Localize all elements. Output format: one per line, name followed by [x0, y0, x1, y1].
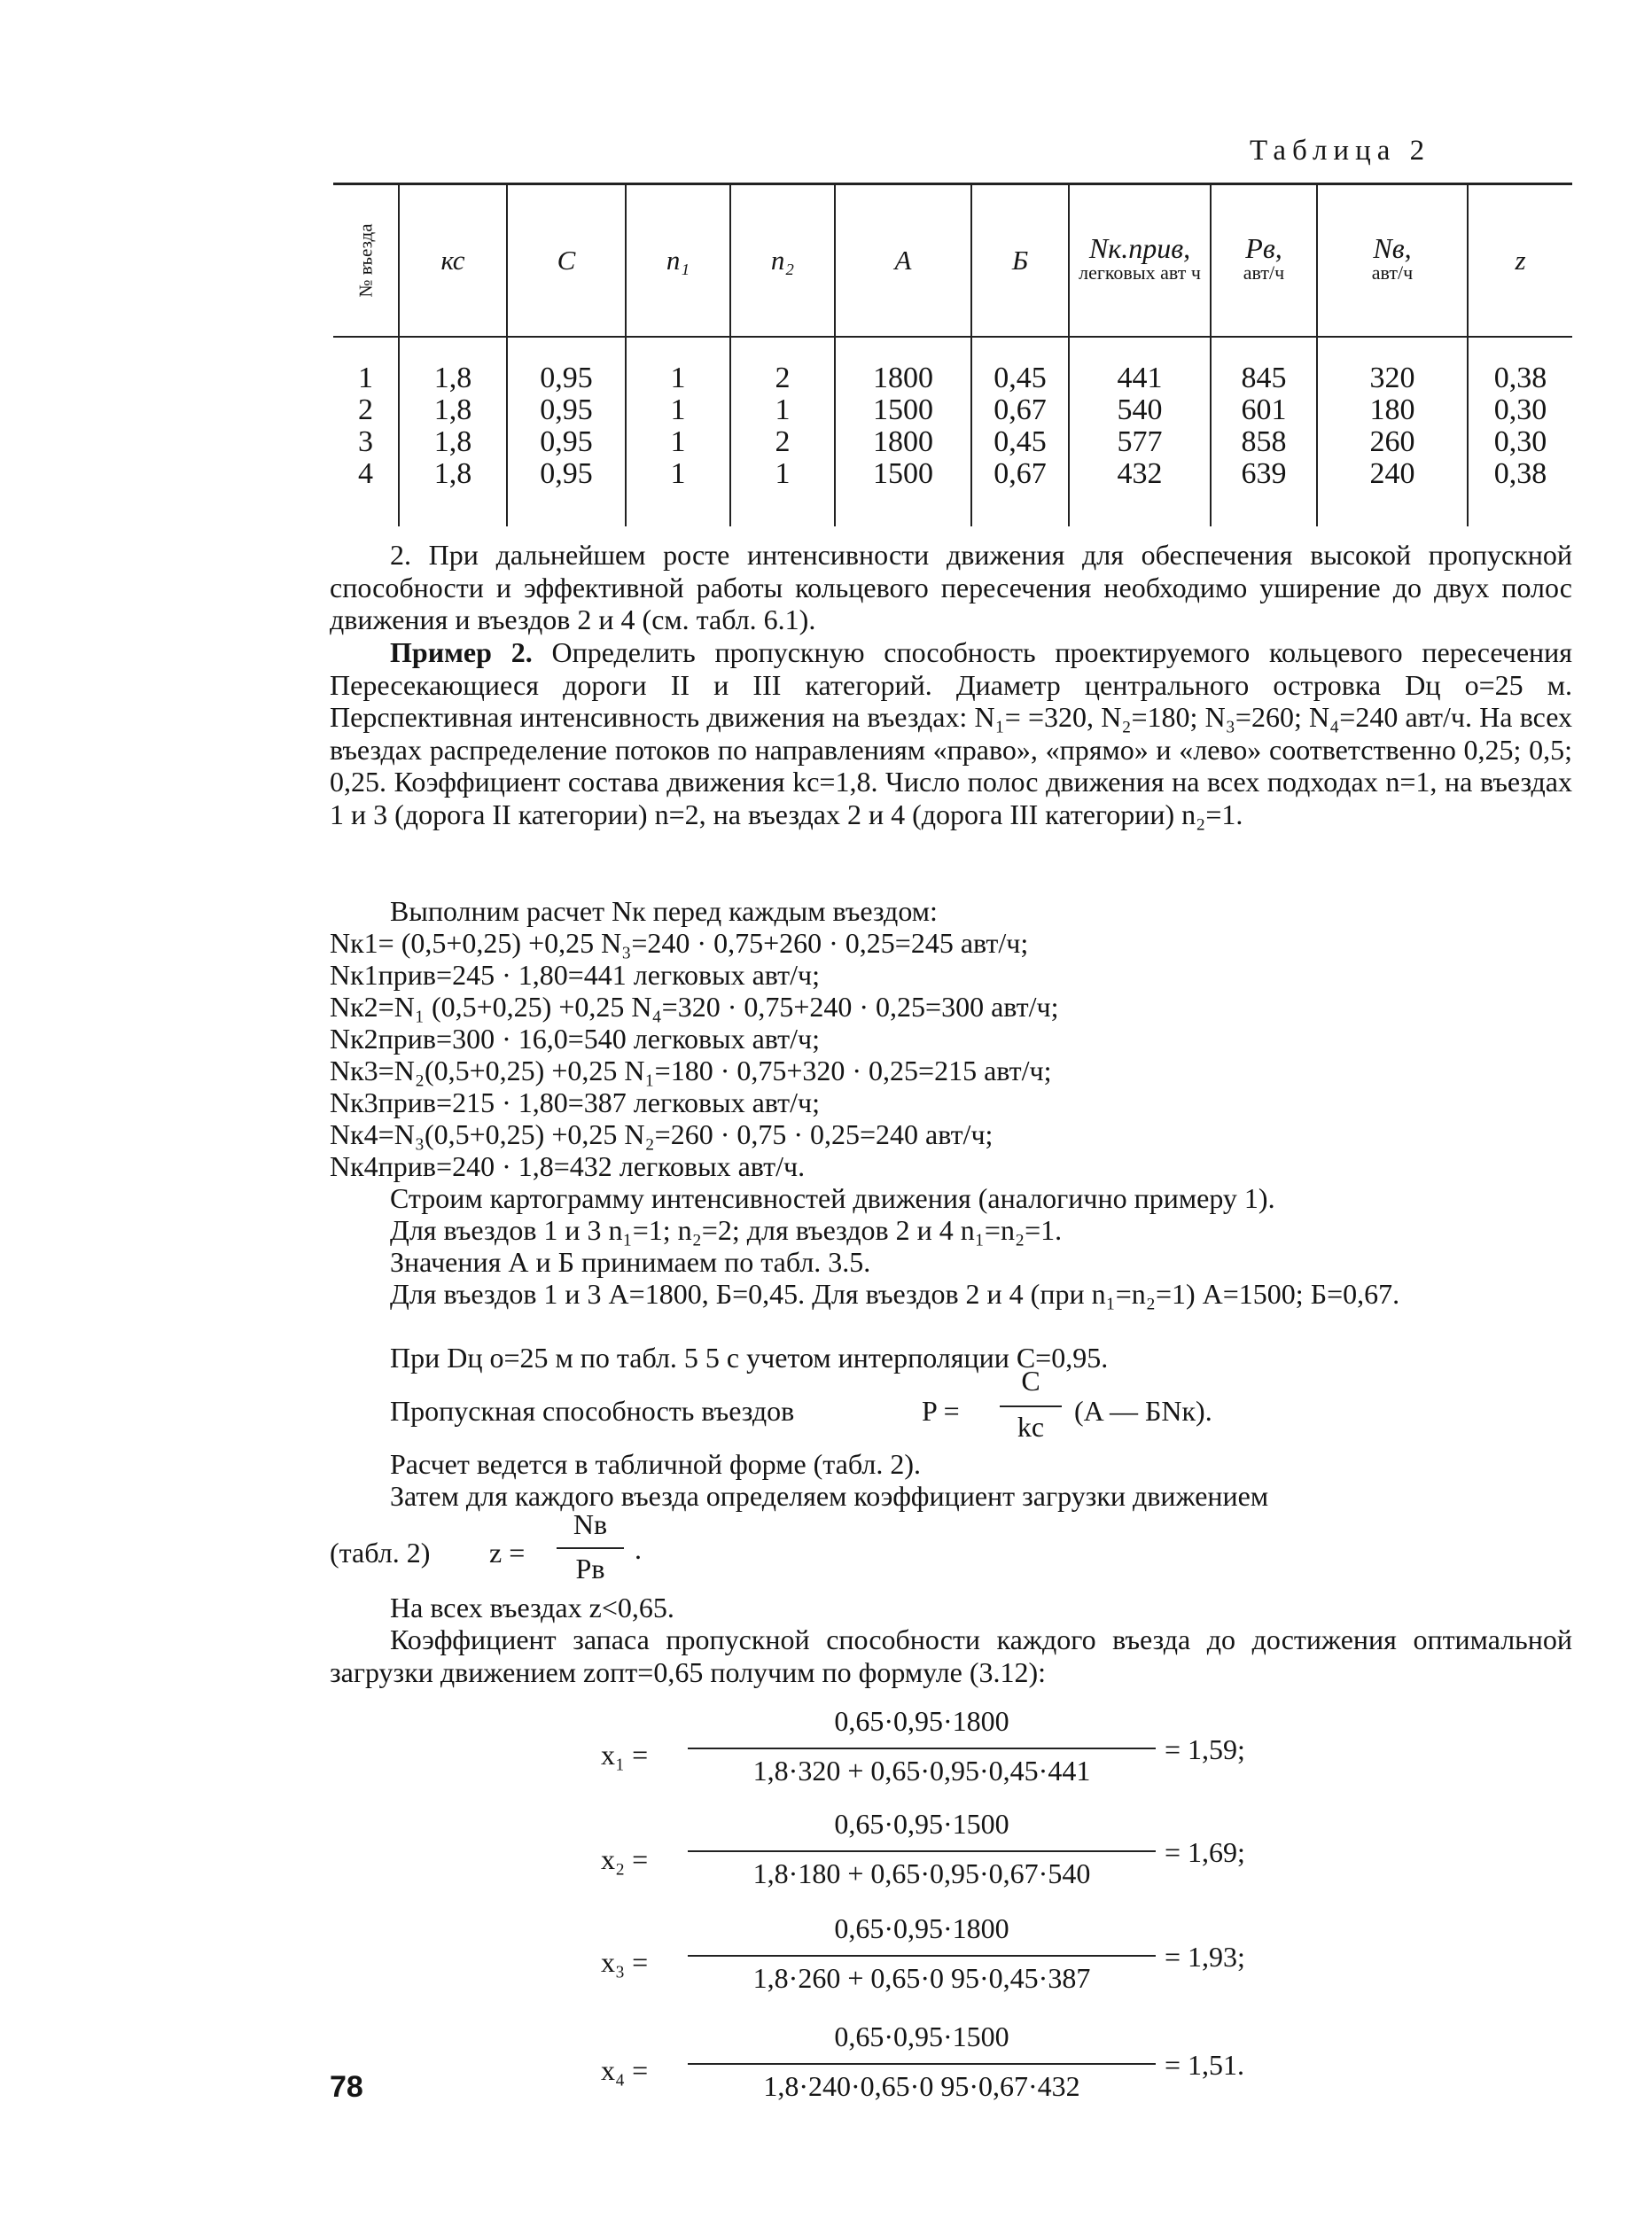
formula-numerator: 0,65·0,95·1500: [834, 2020, 1009, 2052]
table-column: 320 180 260 240: [1317, 337, 1468, 527]
table-column: 1,8 1,8 1,8 1,8: [399, 337, 507, 527]
load-tail: .: [635, 1533, 642, 1565]
capacity-numerator: C: [1021, 1365, 1040, 1397]
table-column: 0,45 0,67 0,45 0,67: [971, 337, 1069, 527]
calc-line: Nк4прив=240 · 1,8=432 легковых авт/ч.: [330, 1150, 806, 1182]
formula-lhs: x₄ =: [601, 2054, 649, 2086]
table-header-row: [333, 184, 1572, 337]
table-column: 845 601 858 639: [1211, 337, 1317, 527]
example-label: Пример 2.: [390, 636, 533, 668]
table-column: 1800 1500 1800 1500: [835, 337, 971, 527]
text-line: Для въездов 1 и 3 n₁=1; n₂=2; для въездов 2 и 4 n₁=n₂=1.: [390, 1214, 1063, 1246]
formula-result: = 1,69;: [1165, 1836, 1245, 1868]
calc-line: Nк2прив=300 · 16,0=540 легковых авт/ч;: [330, 1023, 820, 1055]
formula-lhs: x₃ =: [601, 1946, 649, 1978]
calc-line: Nк3прив=215 · 1,80=387 легковых авт/ч;: [330, 1086, 820, 1118]
paragraph-example-2: [330, 636, 1572, 830]
text-line: Значения А и Б принимаем по табл. 3.5.: [390, 1246, 871, 1278]
fraction-bar: [688, 1955, 1156, 1957]
text-line: Расчет ведется в табличной форме (табл. 2).: [390, 1448, 921, 1480]
table-body-row: [333, 337, 1572, 527]
table-column: 1 1 1 1: [626, 337, 730, 527]
formula-denominator: 1,8·260 + 0,65·0 95·0,45·387: [752, 1962, 1091, 1994]
table-column: 0,38 0,30 0,30 0,38: [1468, 337, 1572, 527]
header-pv: Pв, авт/ч: [1211, 184, 1317, 337]
formula-result: = 1,59;: [1165, 1733, 1245, 1765]
fraction-bar: [688, 1748, 1156, 1749]
header-n1: n₁: [626, 184, 730, 337]
capacity-denominator: kс: [1017, 1411, 1045, 1443]
calc-line: Nк3=N₂(0,5+0,25) +0,25 N₁=180 · 0,75+320 · 0,25=215 авт/ч;: [330, 1055, 1052, 1086]
formula-numerator: 0,65·0,95·1500: [834, 1808, 1009, 1840]
text-line: При Dц о=25 м по табл. 5 5 с учетом интерполяции С=0,95.: [390, 1342, 1109, 1374]
fraction-bar: [688, 1850, 1156, 1852]
formula-result: = 1,93;: [1165, 1941, 1245, 1973]
fraction-bar: [1000, 1405, 1062, 1407]
header-c: С: [507, 184, 626, 337]
header-b: Б: [971, 184, 1069, 337]
formula-lhs: x₂ =: [601, 1843, 649, 1875]
text-line: На всех въездах z<0,65.: [390, 1592, 674, 1623]
data-table: [333, 183, 1572, 526]
load-denominator: Pв: [575, 1553, 605, 1584]
text-line: Затем для каждого въезда определяем коэффициент загрузки движением: [390, 1480, 1269, 1512]
formula-numerator: 0,65·0,95·1800: [834, 1912, 1009, 1944]
load-lhs: z =: [489, 1537, 526, 1569]
example-text: Определить пропускную способность проектируемого кольцевого пересечения Пересекающиеся дороги II и III категорий. Диаметр центрального островка Dц о=25 м. Перспективная интенсивность движения на въездах: N₁= =320, N₂=180; N₃=260; N₄=240 авт/ч. На всех въездах распределение потоков по направлениям «право», «прямо» и «лево» соответственно 0,25; 0,5; 0,25. Коэффициент состава движения kс=1,8. Число полос движения на всех подходах n=1, на въездах 1 и 3 (дорога II категории) n=2, на въездах 2 и 4 (дорога III категории) n₂=1.: [330, 636, 1572, 830]
header-kc: кс: [399, 184, 507, 337]
page-number: 78: [330, 2070, 363, 2104]
header-entry-number: № въезда: [333, 184, 399, 337]
formula-lhs: x₁ =: [601, 1739, 649, 1771]
calc-line: Nк4=N₃(0,5+0,25) +0,25 N₂=260 · 0,75 · 0,25=240 авт/ч;: [330, 1118, 994, 1150]
load-text: (табл. 2): [330, 1537, 431, 1569]
capacity-text: Пропускная способность въездов: [390, 1395, 795, 1427]
fraction-bar: [688, 2063, 1156, 2065]
formula-denominator: 1,8·180 + 0,65·0,95·0,67·540: [752, 1857, 1091, 1889]
table-column: 2 1 2 1: [730, 337, 835, 527]
calc-line: Nк1прив=245 · 1,80=441 легковых авт/ч;: [330, 959, 820, 991]
text-line: Строим картограмму интенсивностей движения (аналогично примеру 1).: [390, 1182, 1275, 1214]
formula-denominator: 1,8·320 + 0,65·0,95·0,45·441: [752, 1755, 1091, 1787]
table-column: 441 540 577 432: [1069, 337, 1211, 527]
calc-line: Nк2=N₁ (0,5+0,25) +0,25 N₄=320 · 0,75+240 · 0,25=300 авт/ч;: [330, 991, 1059, 1023]
capacity-rhs: (A — БNк).: [1074, 1395, 1212, 1427]
formula-numerator: 0,65·0,95·1800: [834, 1705, 1009, 1737]
header-n2: n₂: [730, 184, 835, 337]
header-nk-priv: Nк.прив, легковых авт ч: [1069, 184, 1211, 337]
header-z: z: [1468, 184, 1572, 337]
calc-line: Nк1= (0,5+0,25) +0,25 N₃=240 · 0,75+260 · 0,25=245 авт/ч;: [330, 927, 1029, 959]
table-column: 1 2 3 4: [358, 361, 373, 490]
load-numerator: Nв: [573, 1508, 608, 1540]
table-caption: Таблица 2: [1250, 135, 1431, 167]
formula-result: = 1,51.: [1165, 2049, 1245, 2081]
table-column: 0,95 0,95 0,95 0,95: [507, 337, 626, 527]
calc-intro: Выполним расчет Nк перед каждым въездом:: [390, 895, 938, 927]
capacity-lhs: P =: [922, 1395, 960, 1427]
header-nv: Nв, авт/ч: [1317, 184, 1468, 337]
text-paragraph: Для въездов 1 и 3 А=1800, Б=0,45. Для въездов 2 и 4 (при n₁=n₂=1) А=1500; Б=0,67.: [390, 1278, 1400, 1310]
formula-denominator: 1,8·240·0,65·0 95·0,67·432: [763, 2070, 1080, 2102]
paragraph-widening: 2. При дальнейшем росте интенсивности движения для обеспечения высокой пропускной способности и эффективной работы кольцевого пересечения необходимо уширение до двух полос движения и въездов 2 и 4 (см. табл. 6.1).: [330, 539, 1572, 635]
fraction-bar: [557, 1547, 624, 1549]
text-paragraph: Коэффициент запаса пропускной способности каждого въезда до достижения оптимальной загрузки движением zопт=0,65 получим по формуле (3.12):: [330, 1623, 1572, 1688]
header-a: А: [835, 184, 971, 337]
